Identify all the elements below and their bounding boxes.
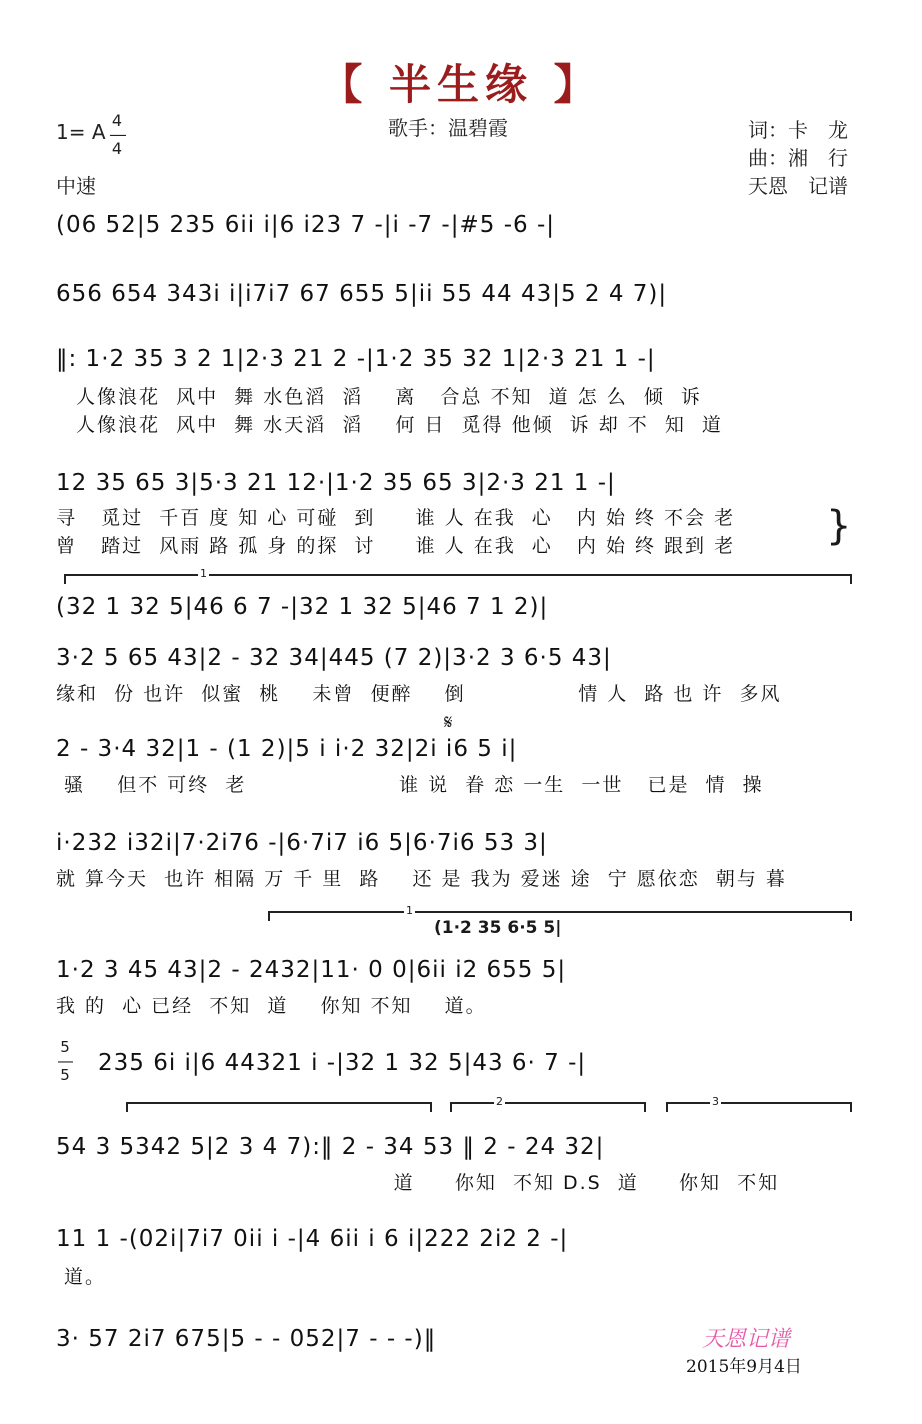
- lyrics-line-3a: 人像浪花 风中 舞 水色滔 滔 离 合总 不知 道 怎 么 倾 诉: [76, 386, 702, 408]
- alt-ending-notes: (1·2 35 6·5 5|: [434, 918, 562, 938]
- time-change: 5 ― 5: [58, 1038, 73, 1084]
- lyrics-line-12: 道。: [56, 1266, 107, 1288]
- score-line-4: 12 35 65 3|5·3 21 12·|1·2 35 65 3|2·3 21 1 -|: [56, 470, 616, 496]
- volta-bracket-5: [666, 1095, 852, 1108]
- lyrics-line-6: 缘和 份 也许 似蜜 桃 未曾 便醉 倒 情 人 路 也 许 多风: [56, 683, 782, 705]
- transcription-date: 2015年9月4日: [686, 1357, 802, 1377]
- volta-label: 1: [406, 904, 413, 917]
- volta-bracket-2: [268, 904, 852, 917]
- volta-bracket-4: [450, 1095, 646, 1108]
- lyrics-line-8: 就 算今天 也许 相隔 万 千 里 路 还 是 我为 爱迷 途 宁 愿依恋 朝与 暮: [56, 868, 787, 890]
- tempo-marking: 中速: [56, 174, 96, 198]
- volta-label: 2: [496, 1095, 503, 1108]
- score-line-1: (06 52|5 235 6ii i|6 i23 7 -|i -7 -|#5 -6 -|: [56, 212, 555, 238]
- volta-bracket-1: [64, 567, 852, 580]
- score-line-7: 2 - 3·4 32|1 - (1 2)|5 i i·2 32|2i i6 5 i|: [56, 736, 518, 762]
- lyrics-line-7: 骚 但不 可终 老 谁 说 眷 恋 一生 一世 已是 情 操: [56, 774, 764, 796]
- volta-label: 3: [712, 1095, 719, 1108]
- song-title: 【 半生缘 】: [320, 60, 602, 109]
- score-line-5: (32 1 32 5|46 6 7 -|32 1 32 5|46 7 1 2)|: [56, 594, 549, 620]
- lyrics-line-3b: 人像浪花 风中 舞 水天滔 滔 何 日 觅得 他倾 诉 却 不 知 道: [76, 414, 723, 436]
- singer-credit: 歌手：温碧霞: [388, 116, 508, 140]
- segno-icon: 𝄋: [444, 710, 453, 734]
- score-line-12: 11 1 -(02i|7i7 0ii i -|4 6ii i 6 i|222 2i2 2 -|: [56, 1226, 569, 1252]
- lyrics-line-9: 我 的 心 已经 不知 道 你知 不知 道。: [56, 995, 487, 1017]
- time-signature: 4 ― 4: [110, 111, 126, 158]
- key-signature: 1= A: [56, 120, 106, 144]
- transcriber-signature: 天恩记谱: [702, 1327, 791, 1352]
- score-line-11: 54 3 5342 5|2 3 4 7):‖ 2 - 34 53 ‖ 2 - 24 32|: [56, 1134, 605, 1160]
- score-line-3: ‖: 1·2 35 3 2 1|2·3 21 2 -|1·2 35 32 1|2·3 21 1 -|: [56, 346, 656, 372]
- transcriber-credit: 天恩 记谱: [748, 174, 848, 198]
- volta-label: 1: [200, 567, 207, 580]
- lyricist-credit: 词：卡 龙: [748, 118, 848, 142]
- composer-credit: 曲：湘 行: [748, 146, 848, 170]
- score-line-8: i·232 i32i|7·2i76 -|6·7i7 i6 5|6·7i6 53 3|: [56, 830, 548, 856]
- score-line-9: 1·2 3 45 43|2 - 2432|11· 0 0|6ii i2 655 5|: [56, 957, 567, 983]
- score-line-13: 3· 57 2i7 675|5 - - 052|7 - - -)‖: [56, 1326, 437, 1352]
- volta-bracket-3: [126, 1102, 432, 1104]
- lyrics-line-11: 道 你知 不知 D.S 道 你知 不知: [56, 1172, 780, 1194]
- repeat-brace: }: [826, 503, 852, 549]
- lyrics-line-4b: 曾 踏过 风雨 路 孤 身 的探 讨 谁 人 在我 心 内 始 终 跟到 老: [56, 535, 736, 557]
- score-line-10: 235 6i i|6 44321 i -|32 1 32 5|43 6· 7 -|: [98, 1050, 587, 1076]
- score-line-2: 656 654 343i i|i7i7 67 655 5|ii 55 44 43|5 2 4 7)|: [56, 281, 668, 307]
- score-line-6: 3·2 5 65 43|2 - 32 34|445 (7 2)|3·2 3 6·5 43|: [56, 645, 612, 671]
- lyrics-line-4a: 寻 觅过 千百 度 知 心 可碰 到 谁 人 在我 心 内 始 终 不会 老: [56, 507, 736, 529]
